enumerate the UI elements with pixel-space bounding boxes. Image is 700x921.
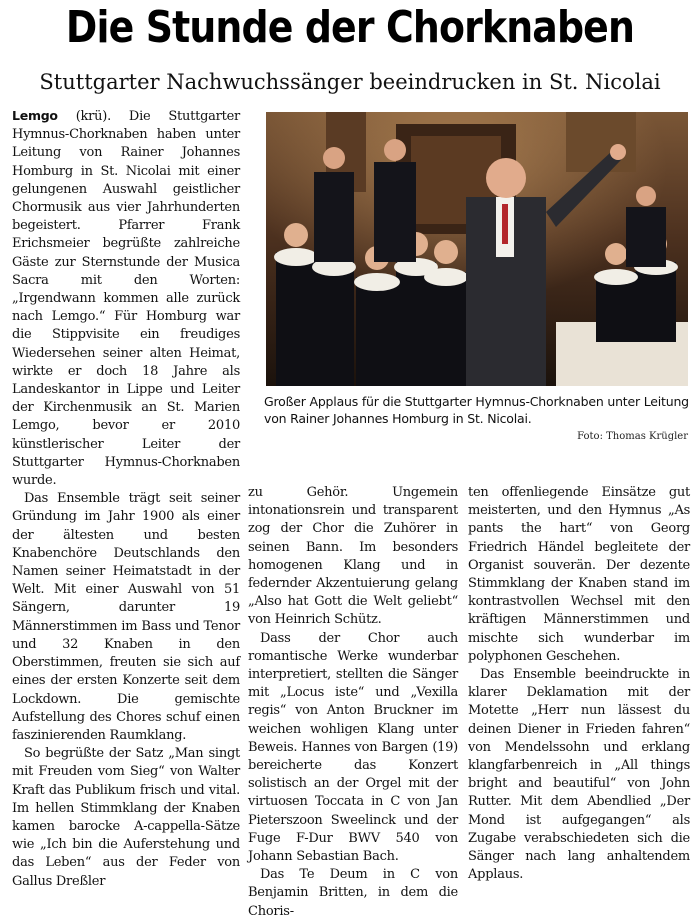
photo-credit: Foto: Thomas Krügler [577, 431, 688, 442]
paragraph [12, 107, 240, 490]
article-column-3 [468, 484, 690, 884]
headline: Die Stunde der Chorknaben [65, 2, 635, 53]
paragraph: Das Te Deum in C von Benjamin Britten, in dem die Choris- [248, 867, 458, 919]
choir-photo [266, 112, 688, 386]
article-column-2 [248, 484, 458, 919]
paragraph: So begrüßte der Satz „Man singt mit Freuden vom Sieg“ von Walter Kraft das Publikum frisch und vital. Im hellen Stimmklang der Knaben kamen barocke A-cappella-Sätze wie „Ich bin die Auferstehung und das Leben“ aus der Feder von Gallus Dreßler [12, 746, 240, 889]
subheadline: Stuttgarter Nachwuchssänger beeindrucken in St. Nicolai [39, 70, 661, 94]
paragraph-text: Die Stuttgarter Hymnus-Chorknaben haben unter Leitung von Rainer Johannes Homburg in St. Nicolai mit einer gelungenen Auswahl geistlicher Chormusik aus vier Jahrhunderten begeistert. Pfarrer Frank Erichsmeier begrüßte zahlreiche Gäste zur Sternstunde der Musica Sacra mit den Worten: „Irgendwann kommen alle zurück nach Lemgo.“ Für Homburg war die Stippvisite ein freudiges Wiedersehen seiner alten Heimat, wirkte er doch 18 Jahre als Landeskantor in Lippe und Leiter der Kirchenmusik an St. Marien Lemgo, bevor er 2010 künstlerischer Leiter der Stuttgarter Hymnus-Chorknaben wurde. [12, 109, 240, 489]
paragraph: zu Gehör. Ungemein intonationsrein und transparent zog der Chor die Zuhörer in seinen Bann. Im besonders homogenen Klang und in federnder Akzentuierung gelang „Also hat Gott die Welt geliebt“ von Heinrich Schütz. [248, 485, 458, 628]
paragraph: Das Ensemble trägt seit seiner Gründung im Jahr 1900 als einer der ältesten und besten Knabenchöre Deutschlands den Namen seiner Heimatstadt in der Welt. Mit einer Auswahl von 51 Sängern, darunter 19 Männerstimmen im Bass und Tenor und 32 Knaben in den Oberstimmen, freuten sie sich auf eines der ersten Konzerte seit dem Lockdown. Die gemischte Aufstellung des Chores schuf einen faszinierenden Raumklang. [12, 491, 240, 743]
paragraph: Dass der Chor auch romantische Werke wunderbar interpretiert, stellten die Sänger mit „Locus iste“ und „Vexilla regis“ von Anton Bruckner im weichen wohligen Klang unter Beweis. Hannes von Bargen (19) bereicherte das Konzert solistisch an der Orgel mit der virtuosen Toccata in C von Jan Pieterszoon Sweelinck und der Fuge F-Dur BWV 540 von Johann Sebastian Bach. [248, 630, 458, 865]
paragraph: ten offenliegende Einsätze gut meisterten, und den Hymnus „As pants the hart“ von Georg Friedrich Händel begleitete der Organist souverän. Der dezente Stimmklang der Knaben stand im kontrastvollen Wechsel mit den kräftigen Männerstimmen und mischte sich wunderbar im polyphonen Geschehen. [468, 485, 690, 664]
author-tag: (krü). [57, 109, 129, 124]
photo-caption: Großer Applaus für die Stuttgarter Hymnus-Chorknaben unter Leitung von Rainer Johannes Homburg in St. Nicolai. [264, 394, 689, 426]
dateline: Lemgo [12, 108, 58, 123]
paragraph: Das Ensemble beeindruckte in klarer Deklamation mit der Motette „Herr nun lässest du deinen Diener in Frieden fahren“ von Mendelssohn und erklang klangfarbenreich in „All things bright and beautiful“ von John Rutter. Mit dem Abendlied „Der Mond ist aufgegangen“ als Zugabe verabschiedeten sich die Sänger nach lang anhaltendem Applaus. [468, 667, 690, 883]
article-column-1 [12, 107, 240, 889]
choir-photo-illustration [266, 112, 688, 386]
